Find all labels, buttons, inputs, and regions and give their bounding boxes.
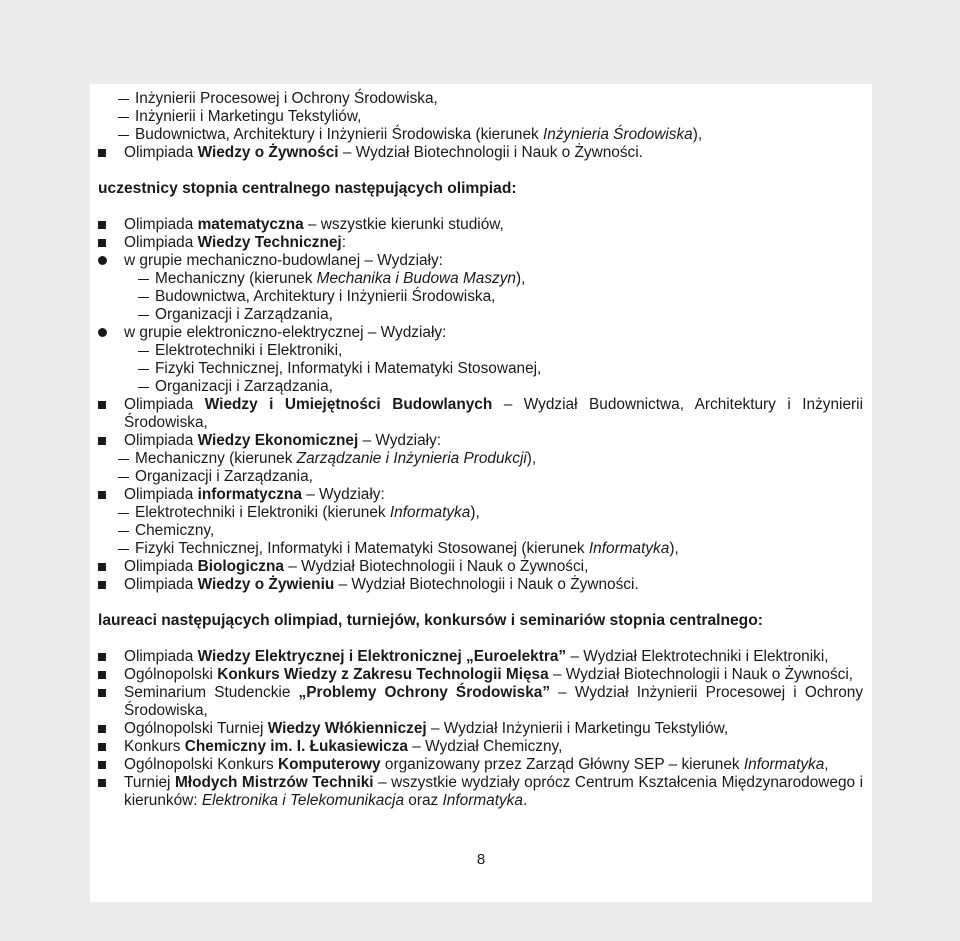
list-item bbox=[98, 468, 863, 486]
square-bullet-icon bbox=[98, 491, 106, 499]
list-item-text: Olimpiada Biologiczna – Wydział Biotechnologii i Nauk o Żywności, bbox=[124, 558, 589, 575]
list-item bbox=[98, 486, 863, 504]
participants-list bbox=[98, 216, 863, 594]
list-item bbox=[98, 324, 863, 342]
section-heading-laureates: laureaci następujących olimpiad, turniejów, konkursów i seminariów stopnia centralnego: bbox=[98, 612, 763, 629]
dash-bullet-icon bbox=[118, 99, 129, 100]
list-item-text: Organizacji i Zarządzania, bbox=[155, 378, 333, 395]
list-item-text: Olimpiada matematyczna – wszystkie kierunki studiów, bbox=[124, 216, 504, 233]
dash-bullet-icon bbox=[138, 279, 149, 280]
square-bullet-icon bbox=[98, 653, 106, 661]
dash-bullet-icon bbox=[118, 513, 129, 514]
square-bullet-icon bbox=[98, 743, 106, 751]
list-item-text: Olimpiada Wiedzy Elektrycznej i Elektronicznej „Euroelektra” – Wydział Elektrotechniki i Elektroniki, bbox=[124, 648, 829, 665]
list-item bbox=[98, 378, 863, 396]
document-page bbox=[90, 84, 872, 902]
list-item-text: Seminarium Studenckie „Problemy Ochrony Środowiska” – Wydział Inżynierii Procesowej i Ochrony Środowiska, bbox=[124, 684, 864, 719]
list-item bbox=[98, 144, 863, 162]
dash-bullet-icon bbox=[138, 351, 149, 352]
list-item-text: Elektrotechniki i Elektroniki, bbox=[155, 342, 343, 359]
list-item bbox=[98, 450, 863, 468]
list-item bbox=[98, 90, 863, 108]
list-item bbox=[98, 522, 863, 540]
list-item bbox=[98, 234, 863, 252]
dash-bullet-icon bbox=[118, 117, 129, 118]
list-item bbox=[98, 306, 863, 324]
dash-bullet-icon bbox=[118, 477, 129, 478]
dash-bullet-icon bbox=[118, 459, 129, 460]
dash-bullet-icon bbox=[138, 387, 149, 388]
square-bullet-icon bbox=[98, 581, 106, 589]
list-item bbox=[98, 648, 863, 666]
square-bullet-icon bbox=[98, 563, 106, 571]
list-item-text: Olimpiada Wiedzy Technicznej: bbox=[124, 234, 346, 251]
page-content bbox=[98, 90, 863, 810]
square-bullet-icon bbox=[98, 725, 106, 733]
list-item-text: Olimpiada Wiedzy Ekonomicznej – Wydziały: bbox=[124, 432, 442, 449]
square-bullet-icon bbox=[98, 761, 106, 769]
square-bullet-icon bbox=[98, 221, 106, 229]
dash-bullet-icon bbox=[118, 135, 129, 136]
list-item-text: Olimpiada Wiedzy o Żywieniu – Wydział Biotechnologii i Nauk o Żywności. bbox=[124, 576, 639, 593]
list-item bbox=[98, 738, 863, 756]
square-bullet-icon bbox=[98, 149, 106, 157]
list-item-text: Organizacji i Zarządzania, bbox=[155, 306, 333, 323]
list-item-text: Fizyki Technicznej, Informatyki i Matematyki Stosowanej, bbox=[155, 360, 542, 377]
list-item bbox=[98, 270, 863, 288]
laureates-list bbox=[98, 648, 863, 810]
dash-bullet-icon bbox=[118, 531, 129, 532]
list-item-text: w grupie mechaniczno-budowlanej – Wydziały: bbox=[124, 252, 443, 269]
list-item bbox=[98, 540, 863, 558]
dash-bullet-icon bbox=[118, 549, 129, 550]
list-item-text: Olimpiada Wiedzy o Żywności – Wydział Biotechnologii i Nauk o Żywności. bbox=[124, 144, 643, 161]
square-bullet-icon bbox=[98, 779, 106, 787]
list-item bbox=[98, 360, 863, 378]
list-item-text: Olimpiada Wiedzy i Umiejętności Budowlanych – Wydział Budownictwa, Architektury i Inżynierii Środowiska, bbox=[124, 396, 863, 431]
intro-list bbox=[98, 90, 863, 162]
list-item bbox=[98, 558, 863, 576]
list-item bbox=[98, 666, 863, 684]
list-item bbox=[98, 342, 863, 360]
square-bullet-icon bbox=[98, 437, 106, 445]
list-item-text: Elektrotechniki i Elektroniki (kierunek Informatyka), bbox=[135, 504, 480, 521]
list-item bbox=[98, 216, 863, 234]
square-bullet-icon bbox=[98, 239, 106, 247]
list-item bbox=[98, 288, 863, 306]
section-heading-participants: uczestnicy stopnia centralnego następujących olimpiad: bbox=[98, 180, 517, 197]
list-item-text: Ogólnopolski Konkurs Komputerowy organizowany przez Zarząd Główny SEP – kierunek Informatyka, bbox=[124, 756, 829, 773]
list-item-text: Mechaniczny (kierunek Zarządzanie i Inżynieria Produkcji), bbox=[135, 450, 537, 467]
list-item-text: Inżynierii i Marketingu Tekstyliów, bbox=[135, 108, 362, 125]
list-item bbox=[98, 126, 863, 144]
dash-bullet-icon bbox=[138, 369, 149, 370]
square-bullet-icon bbox=[98, 689, 106, 697]
list-item-text: Konkurs Chemiczny im. I. Łukasiewicza – Wydział Chemiczny, bbox=[124, 738, 563, 755]
round-bullet-icon bbox=[98, 328, 107, 337]
list-item-text: Ogólnopolski Konkurs Wiedzy z Zakresu Technologii Mięsa – Wydział Biotechnologii i Nauk o Żywności, bbox=[124, 666, 854, 683]
square-bullet-icon bbox=[98, 671, 106, 679]
dash-bullet-icon bbox=[138, 297, 149, 298]
square-bullet-icon bbox=[98, 401, 106, 409]
list-item-text: Mechaniczny (kierunek Mechanika i Budowa Maszyn), bbox=[155, 270, 526, 287]
list-item-text: Chemiczny, bbox=[135, 522, 215, 539]
list-item-text: Turniej Młodych Mistrzów Techniki – wszystkie wydziały oprócz Centrum Kształcenia Międzynarodowego i kierunków: Elektronika i Telekomunikacja oraz Informatyka. bbox=[124, 774, 863, 809]
list-item bbox=[98, 108, 863, 126]
list-item-text: Olimpiada informatyczna – Wydziały: bbox=[124, 486, 385, 503]
list-item bbox=[98, 684, 863, 720]
list-item bbox=[98, 252, 863, 270]
list-item-text: Budownictwa, Architektury i Inżynierii Środowiska (kierunek Inżynieria Środowiska), bbox=[135, 126, 703, 143]
list-item bbox=[98, 720, 863, 738]
list-item bbox=[98, 396, 863, 432]
list-item-text: Organizacji i Zarządzania, bbox=[135, 468, 313, 485]
page-number: 8 bbox=[476, 851, 486, 868]
list-item-text: w grupie elektroniczno-elektrycznej – Wydziały: bbox=[124, 324, 447, 341]
list-item-text: Budownictwa, Architektury i Inżynierii Środowiska, bbox=[155, 288, 496, 305]
list-item bbox=[98, 504, 863, 522]
round-bullet-icon bbox=[98, 256, 107, 265]
list-item bbox=[98, 432, 863, 450]
list-item bbox=[98, 756, 863, 774]
dash-bullet-icon bbox=[138, 315, 149, 316]
list-item-text: Fizyki Technicznej, Informatyki i Matematyki Stosowanej (kierunek Informatyka), bbox=[135, 540, 679, 557]
list-item-text: Ogólnopolski Turniej Wiedzy Włókienniczej – Wydział Inżynierii i Marketingu Tekstyliów, bbox=[124, 720, 729, 737]
list-item bbox=[98, 576, 863, 594]
list-item bbox=[98, 774, 863, 810]
list-item-text: Inżynierii Procesowej i Ochrony Środowiska, bbox=[135, 90, 438, 107]
